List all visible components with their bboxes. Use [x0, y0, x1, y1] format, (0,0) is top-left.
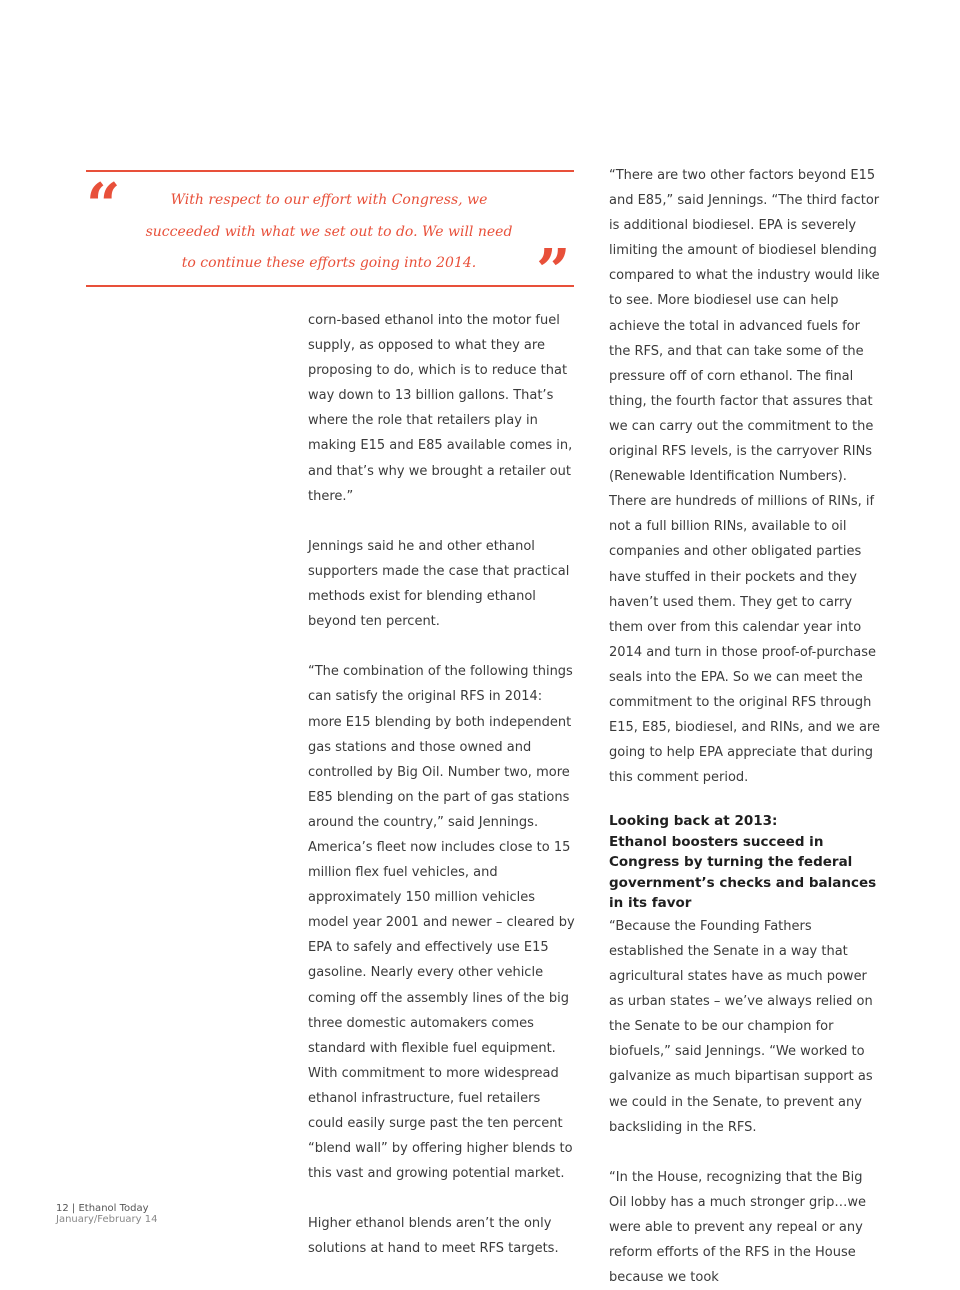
- pull-quote-bottom-rule: [86, 285, 574, 287]
- page-number: 12: [56, 1203, 69, 1214]
- issue-date: January/February 14: [56, 1214, 158, 1225]
- pull-quote: [86, 170, 574, 307]
- middle-column: [308, 308, 578, 1262]
- body-paragraph: Higher ethanol blends aren’t the only solutions at hand to meet RFS targets.: [308, 1216, 559, 1257]
- right-column: [609, 163, 881, 1290]
- body-paragraph: “The combination of the following things can satisfy the original RFS in 2014: more E15 blending by both independent gas stations and those owned and controlled by Big Oil. Number two, more E85 blending on the part of gas stations around the country,” said Jennings. America’s fleet now includes close to 15 million flex fuel vehicles, and approximately 150 million vehicles model year 2001 and newer – cleared by EPA to safely and effectively use E15 gasoline. Nearly every other vehicle coming off the assembly lines of the big three domestic automakers comes standard with flexible fuel equipment. With commitment to more widespread ethanol infrastructure, fuel retailers could easily surge past the ten percent “blend wall” by offering higher blends to this vast and growing potential market.: [308, 664, 575, 1182]
- close-quote-mark: ”: [536, 237, 571, 307]
- publication-name: Ethanol Today: [78, 1203, 149, 1214]
- section-subhead: [609, 811, 881, 914]
- open-quote-mark: “: [86, 171, 121, 241]
- body-paragraph: “In the House, recognizing that the Big Oil lobby has a much stronger grip…we were able to prevent any repeal or any reform efforts of the RFS in the House because we took: [609, 1169, 867, 1286]
- body-paragraph: Jennings said he and other ethanol supporters made the case that practical methods exist for blending ethanol beyond ten percent.: [308, 538, 570, 630]
- body-paragraph: “Because the Founding Fathers established the Senate in a way that agricultural states have as much power as urban states – we’ve always relied on the Senate to be our champion for biofuels,” said Jennings. “We worked to galvanize as much bipartisan support as we could in the Senate, to prevent any backsliding in the RFS.: [609, 918, 873, 1135]
- subhead-line-1: Looking back at 2013:: [609, 813, 778, 830]
- pull-quote-text: With respect to our effort with Congress, we succeeded with what we set out to do. We will need to continue these efforts going into 2014.: [145, 192, 513, 271]
- footer-separator: |: [71, 1203, 76, 1214]
- subhead-line-2: Ethanol boosters succeed in Congress by turning the federal government’s checks and balances in its favor: [609, 833, 877, 912]
- page-footer: [56, 1203, 158, 1225]
- pull-quote-top-rule: [86, 170, 574, 172]
- body-paragraph: corn-based ethanol into the motor fuel supply, as opposed to what they are proposing to do, which is to reduce that way down to 13 billion gallons. That’s where the role that retailers play in making E15 and E85 available comes in, and that’s why we brought a retailer out there.”: [308, 313, 573, 504]
- footer-line-1: [56, 1203, 158, 1214]
- body-paragraph: “There are two other factors beyond E15 and E85,” said Jennings. “The third factor is additional biodiesel. EPA is severely limiting the amount of biodiesel blending compared to what the industry would like to see. More biodiesel use can help achieve the total in advanced fuels for the RFS, and that can take some of the pressure off of corn ethanol. The final thing, the fourth factor that assures that we can carry out the commitment to the original RFS levels, is the carryover RINs (Renewable Identification Numbers). There are hundreds of millions of RINs, if not a full billion RINs, available to oil companies and other obligated parties have stuffed in their pockets and they haven’t used them. They get to carry them over from this calendar year into 2014 and turn in those proof-of-purchase seals into the EPA. So we can meet the commitment to the original RFS through E15, E85, biodiesel, and RINs, and we are going to help EPA appreciate that during this comment period.: [609, 168, 880, 786]
